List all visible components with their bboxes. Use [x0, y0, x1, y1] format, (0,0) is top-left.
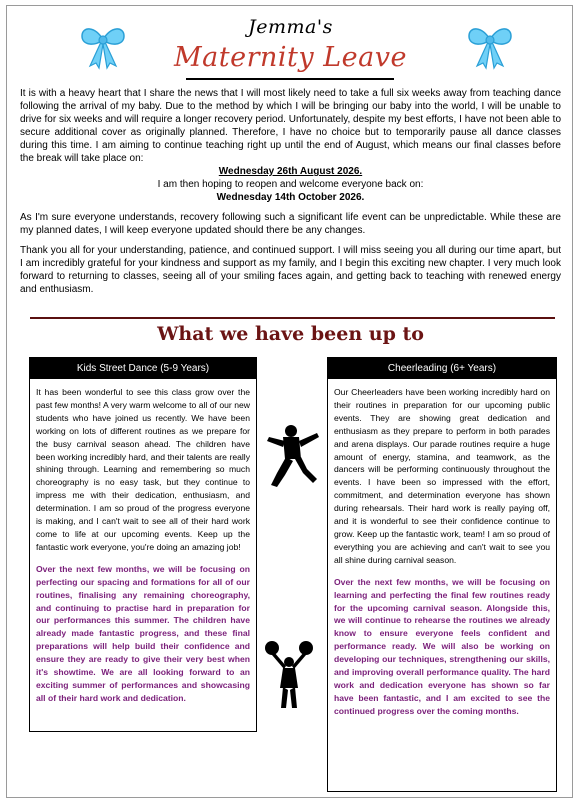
reopen-text: I am then hoping to reopen and welcome everyone back on: [157, 179, 424, 190]
panel-body [328, 379, 556, 718]
cheer-paragraph-2: Over the next few months, we will be focusing on learning and perfecting the final few routines ready for the upcoming carnival season. Alongside this, we will continue to rehearse the routines we already know to ensure everyone feels confident and performance ready. We will also be working on developing our techniques, strengthening our skills, and improving overall performance quality. The hard work and dedication everyone has shown so far have been fantastic, and I am excited to see the continued progress over the coming months. [334, 576, 550, 716]
section-divider [30, 317, 555, 319]
section-title: What we have been up to [157, 323, 424, 345]
reopen-date: Wednesday 14th October 2026. [216, 192, 365, 203]
kids-paragraph-2: Over the next few months, we will be focusing on perfecting our spacing and formations for all of our routines, finalising any remaining choreography, and continuing to practise hard in preparation for our performances this summer. The children have already made fantastic progress, and these final preparations will help build their confidence and ensure they are ready to give their very best when it's showtime. We are all looking forward to an exciting summer of performances and showcasing all of their hard work and dedication. [36, 563, 250, 703]
intro-text [20, 87, 561, 296]
panel-heading: Kids Street Dance (5-9 Years) [30, 358, 256, 379]
panel-body [30, 379, 256, 705]
panel-heading: Cheerleading (6+ Years) [328, 358, 556, 379]
kids-street-dance-panel [29, 357, 257, 732]
intro-paragraph-3: Thank you all for your understanding, patience, and continued support. I will miss seeing you all during our time apart, but I am incredibly grateful for your kindness and support as my family, and I begin this exciting new chapter. I very much look forward to returning to classes, seeing all of your smiling faces again, and getting back to teaching with renewed energy and enthusiasm. [20, 245, 561, 295]
intro-paragraph-2: As I'm sure everyone understands, recovery following such a significant life event can be unpredictable. While these are my planned dates, I will keep everyone updated should there be any changes. [20, 212, 561, 236]
intro-paragraph-1: It is with a heavy heart that I share the news that I will most likely need to take a full six weeks away from teaching dance following the arrival of my baby. Due to the method by which I will be bringing our baby into the world, I will be unable to drive for six weeks and will require a longer recovery period. Unfortunately, despite my best efforts, I have not been able to secure additional cover as originally planned. Therefore, I have no choice but to temporarily pause all dance classes during this time. I am aiming to continue teaching right up until the end of August, which means our final classes before the break will take place on: [20, 88, 561, 164]
page-title: Maternity Leave [174, 42, 407, 73]
header-name: Jemma's [248, 16, 333, 38]
kids-paragraph-1: It has been wonderful to see this class grow over the past few months! A very warm welcome to all of our new students who have joined us recently. We have been working on lots of different routines as we prepare for the busy carnival season ahead. The children have been working incredibly hard, and their talents are really shining through. Learning and remembering so much choreography is no easy task, but they continue to impress me with their dedication, enthusiasm, and determination. I am so proud of the progress everyone is making, and I can't wait to see all of their hard work come to life at our upcoming events. Keep up the fantastic work everyone, you're doing an amazing job! [36, 387, 250, 552]
cheerleading-panel [327, 357, 557, 792]
final-class-date: Wednesday 26th August 2026. [218, 166, 363, 177]
title-underline [186, 78, 394, 80]
cheer-paragraph-1: Our Cheerleaders have been working incredibly hard on their routines in preparation for our upcoming public events. They are showing great dedication and enthusiasm as they prepare to perform in both parades and arena displays. Our parade routines require a huge amount of energy, stamina, and teamwork, as the dancers will be performing continuously throughout the events. I have been so impressed with the effort, commitment, and determination everyone has shown during rehearsals. Their hard work is really paying off, and it is wonderful to see their confidence continue to grow. Keep up the fantastic work, team! I am so proud of everything you are achieving and can't wait to see you all shine during carnival season. [334, 387, 550, 565]
street-dancer-silhouette-icon [263, 423, 323, 491]
cheerleader-silhouette-icon [262, 640, 316, 710]
